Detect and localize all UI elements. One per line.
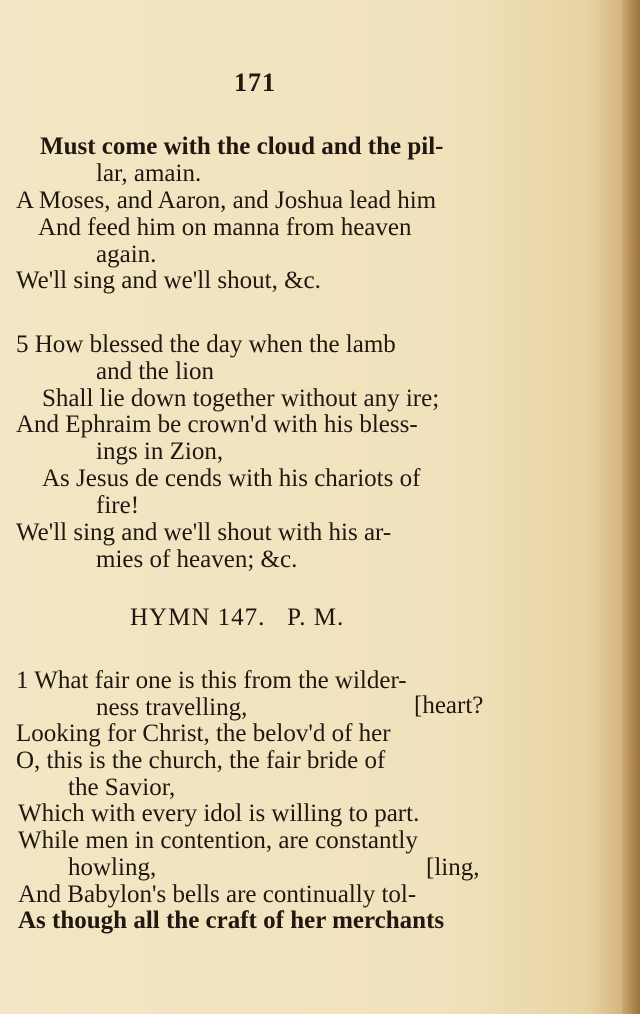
verse-line: And feed him on manna from heaven [38,214,412,241]
verse-line-carry: [ling, [426,854,480,881]
hymn-title: HYMN 147. P. M. [130,604,345,631]
verse-line: A Moses, and Aaron, and Joshua lead him [16,187,437,214]
verse-line: O, this is the church, the fair bride of [16,747,386,774]
verse-line-carry: [heart? [414,692,484,719]
verse-line: fire! [96,492,140,519]
verse-line: As Jesus de cends with his chariots of [42,465,421,492]
page-number: 171 [234,68,276,97]
verse-line: As though all the craft of her merchants [18,907,445,934]
verse-line: And Babylon's bells are continually tol- [18,881,417,908]
verse-line: ness travelling, [96,694,248,721]
verse-line: Must come with the cloud and the pil- [40,133,444,160]
verse-line: Shall lie down together without any ire; [42,385,440,412]
verse-line: We'll sing and we'll shout with his ar- [16,519,392,546]
verse-line: Which with every idol is willing to part. [18,800,420,827]
page-edge [622,0,640,1014]
verse-line: howling, [68,854,157,881]
verse-line: mies of heaven; &c. [96,546,298,573]
verse-line: and the lion [96,358,215,385]
verse-line: Looking for Christ, the belov'd of her [16,720,391,747]
verse-line: the Savior, [68,774,176,801]
verse-line: 5 How blessed the day when the lamb [16,331,396,358]
verse-line: While men in contention, are constantly [18,827,418,854]
verse-line: again. [96,241,157,268]
verse-line: ings in Zion, [96,438,224,465]
verse-line: 1 What fair one is this from the wilder- [16,667,407,694]
verse-line: We'll sing and we'll shout, &c. [16,267,321,294]
verse-line: And Ephraim be crown'd with his bless- [16,411,418,438]
verse-line: lar, amain. [96,160,202,187]
